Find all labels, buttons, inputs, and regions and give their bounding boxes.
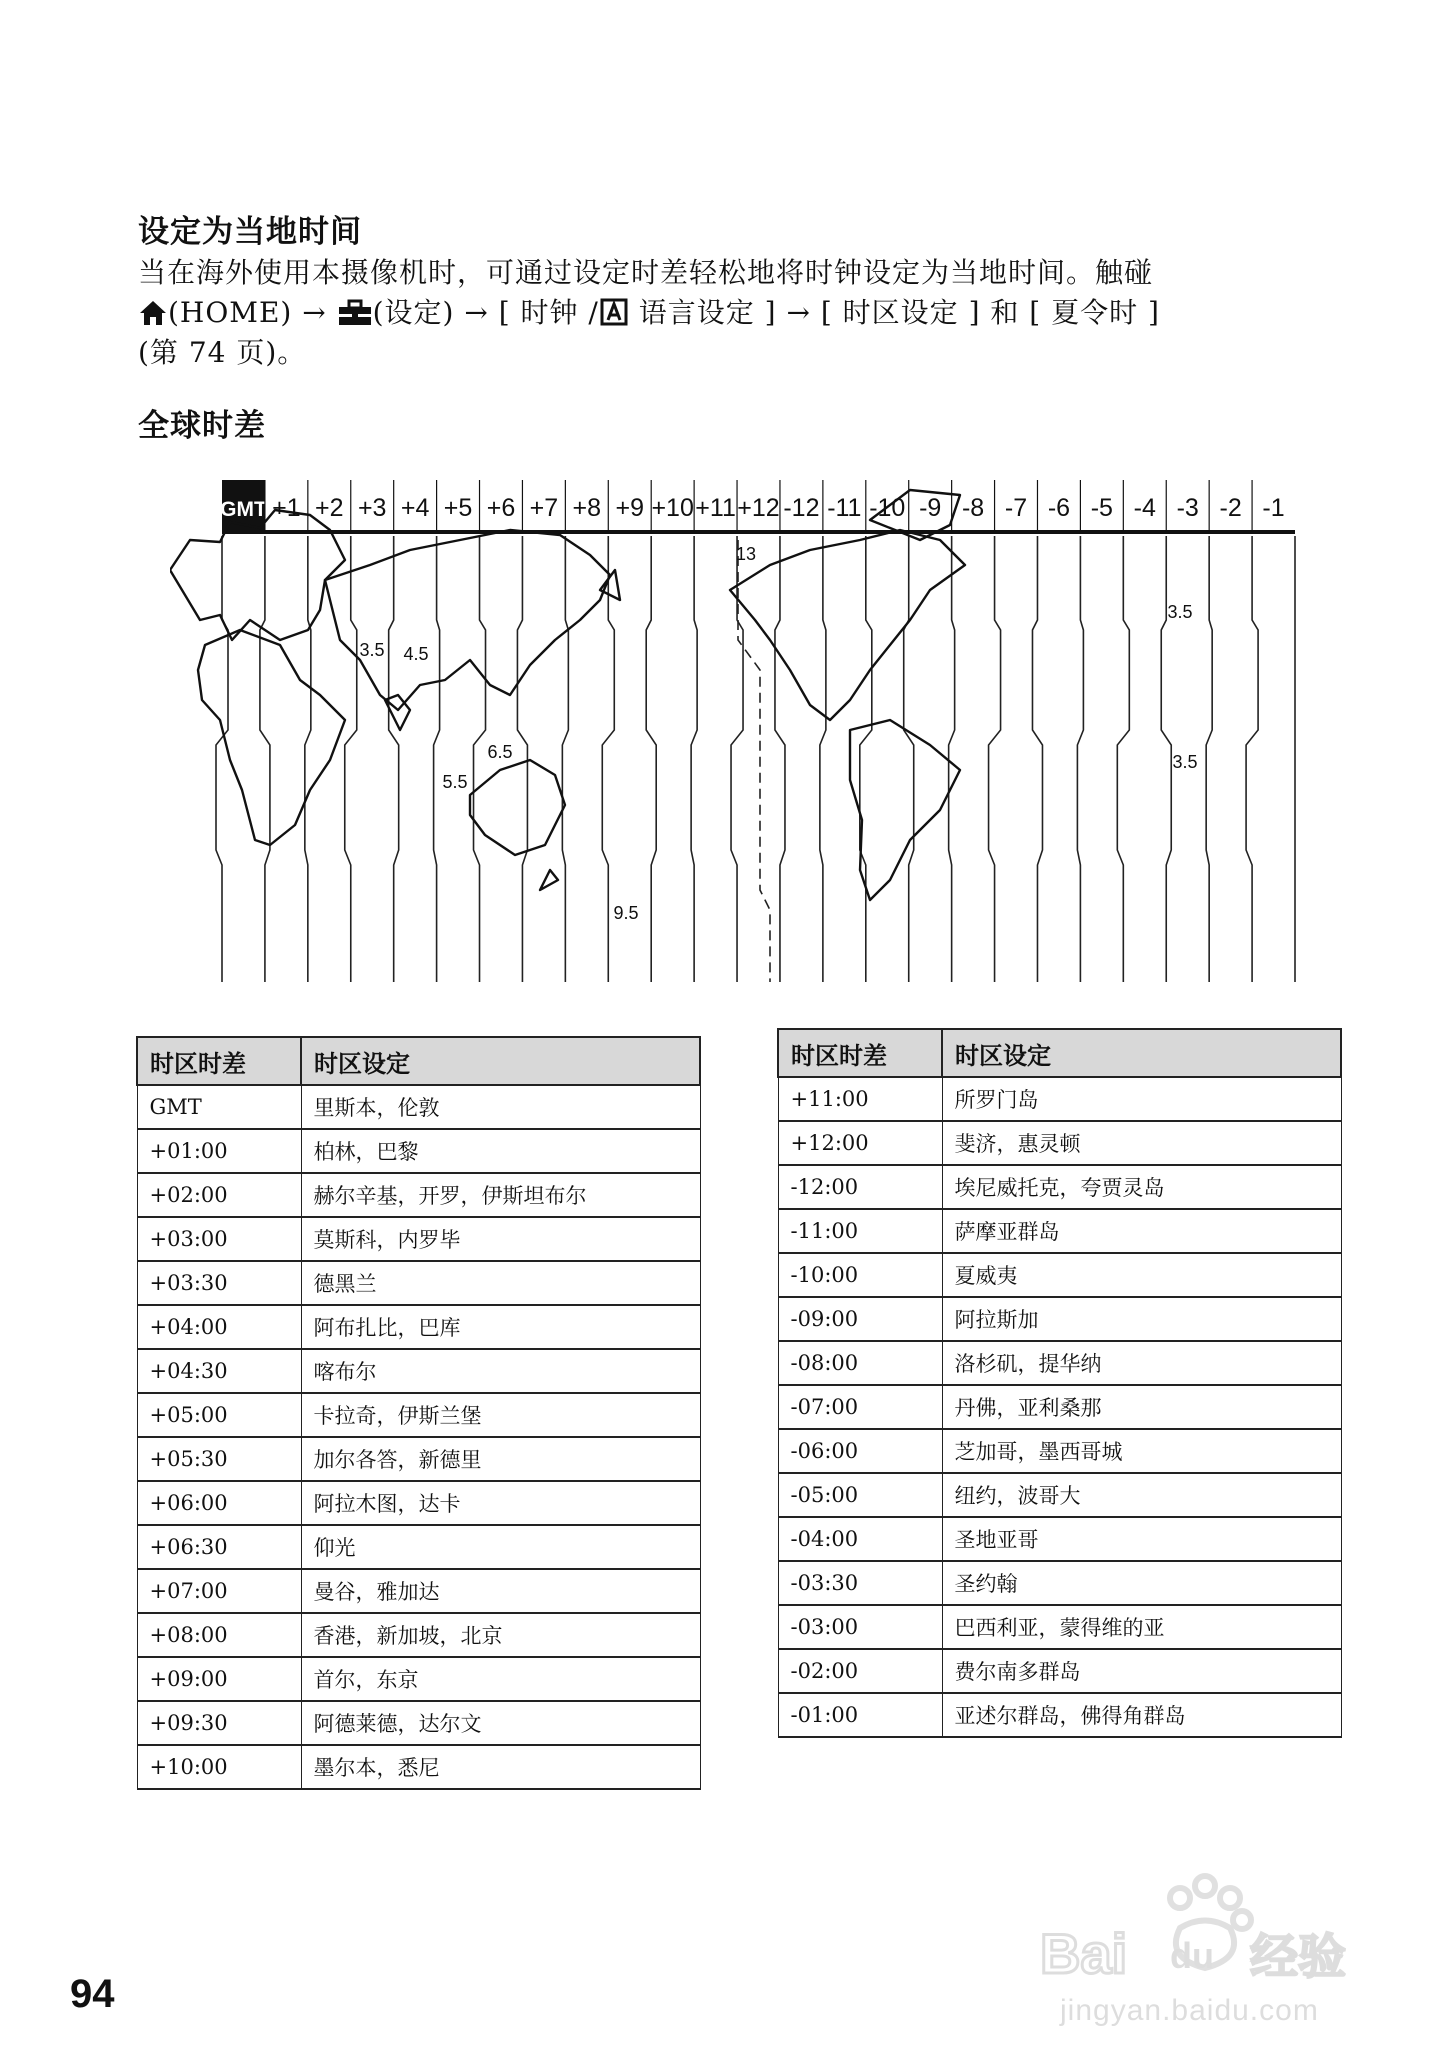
table-row — [137, 1129, 700, 1173]
zone-label: -9 — [919, 494, 942, 522]
zone-label: +10 — [651, 494, 694, 522]
zone-offset-annotation: 3.5 — [1167, 602, 1193, 622]
zone-boundary-line — [949, 536, 955, 982]
zone-boundary-line — [646, 536, 656, 982]
time-difference-cell: -11:00 — [778, 1209, 942, 1253]
table-row — [137, 1085, 700, 1129]
zone-boundary-line — [562, 536, 568, 982]
table-row — [137, 1261, 700, 1305]
time-difference-cell: -05:00 — [778, 1473, 942, 1517]
table-row — [137, 1217, 700, 1261]
svg-text:du: du — [1170, 1935, 1214, 1976]
time-zone-cities-cell: 莫斯科，内罗毕 — [301, 1217, 700, 1261]
time-difference-cell: -04:00 — [778, 1517, 942, 1561]
zone-boundary-line — [260, 536, 270, 982]
zone-boundary-line — [820, 536, 826, 982]
time-zone-cities-cell: 首尔，东京 — [301, 1657, 700, 1701]
intro-text-2: (HOME) → — [168, 296, 337, 329]
intro-text-1: 当在海外使用本摄像机时，可通过设定时差轻松地将时钟设定为当地时间。触碰 — [138, 256, 1154, 289]
time-difference-cell: -12:00 — [778, 1165, 942, 1209]
zone-label: +3 — [357, 494, 387, 522]
table-row — [778, 1649, 1341, 1693]
time-difference-cell: -02:00 — [778, 1649, 942, 1693]
zone-label: -8 — [961, 494, 985, 522]
intro-line-1 — [138, 253, 1348, 293]
time-difference-cell: -01:00 — [778, 1693, 942, 1737]
header-time-zone-setting: 时区设定 — [301, 1037, 700, 1085]
table-row — [137, 1701, 700, 1745]
time-zone-cities-cell: 阿德莱德，达尔文 — [301, 1701, 700, 1745]
section-title-world-time-difference: 全球时差 — [138, 408, 266, 444]
zone-boundary-lines — [216, 536, 1295, 982]
time-difference-cell: -10:00 — [778, 1253, 942, 1297]
svg-text:经验: 经验 — [1250, 1929, 1347, 1985]
header-time-difference: 时区时差 — [778, 1029, 942, 1077]
table-row — [137, 1569, 700, 1613]
time-difference-cell: +08:00 — [137, 1613, 301, 1657]
language-icon — [599, 297, 629, 338]
time-zone-cities-cell: 曼谷，雅加达 — [301, 1569, 700, 1613]
table-row — [137, 1613, 700, 1657]
zone-boundary-line — [389, 536, 399, 982]
time-zone-cities-cell: 费尔南多群岛 — [942, 1649, 1341, 1693]
zone-label: +2 — [315, 494, 344, 522]
zone-offset-annotation: 6.5 — [487, 742, 513, 762]
asia-outline — [325, 530, 610, 710]
time-zone-cities-cell: 埃尼威托克，夸贾灵岛 — [942, 1165, 1341, 1209]
table-row — [778, 1693, 1341, 1737]
table-header-row — [778, 1029, 1341, 1077]
time-difference-cell: +10:00 — [137, 1745, 301, 1789]
time-difference-cell: -08:00 — [778, 1341, 942, 1385]
table-row — [137, 1349, 700, 1393]
zone-boundary-line — [305, 536, 311, 982]
zone-boundary-line — [1032, 536, 1042, 982]
table-row — [137, 1657, 700, 1701]
zone-label: +1 — [272, 494, 301, 522]
zone-label: -3 — [1176, 494, 1199, 522]
time-difference-cell: +06:00 — [137, 1481, 301, 1525]
time-zone-table-right — [777, 1028, 1342, 1738]
north-america-outline — [730, 530, 965, 720]
table-row — [778, 1517, 1341, 1561]
time-zone-cities-cell: 阿拉木图，达卡 — [301, 1481, 700, 1525]
time-difference-cell: +04:00 — [137, 1305, 301, 1349]
zone-boundary-line — [517, 536, 527, 982]
table-row — [137, 1305, 700, 1349]
zone-boundary-line — [474, 536, 486, 982]
time-zone-cities-cell: 德黑兰 — [301, 1261, 700, 1305]
home-icon — [138, 298, 168, 338]
zone-label: -5 — [1090, 494, 1113, 522]
zone-label: +4 — [400, 494, 430, 522]
table-row — [137, 1481, 700, 1525]
zone-offset-annotation: 3.5 — [359, 640, 385, 660]
table-row — [778, 1473, 1341, 1517]
zone-boundary-line — [1246, 536, 1258, 982]
zone-boundary-line — [1117, 536, 1129, 982]
zone-label: +11 — [695, 494, 736, 522]
time-zone-cities-cell: 丹佛，亚利桑那 — [942, 1385, 1341, 1429]
table-row — [778, 1077, 1341, 1121]
time-difference-cell: -07:00 — [778, 1385, 942, 1429]
watermark-url: jingyan.baidu.com — [1060, 1994, 1319, 2027]
time-zone-cities-cell: 加尔各答，新德里 — [301, 1437, 700, 1481]
page-number: 94 — [70, 1972, 115, 2016]
zone-boundary-line — [1206, 536, 1212, 982]
time-zone-cities-cell: 亚述尔群岛，佛得角群岛 — [942, 1693, 1341, 1737]
zone-label: -2 — [1219, 494, 1242, 522]
section-title-local-time: 设定为当地时间 — [138, 214, 362, 250]
zone-label: -6 — [1047, 494, 1071, 522]
time-difference-cell: GMT — [137, 1085, 301, 1129]
zone-boundary-line — [904, 536, 914, 982]
australia-outline — [470, 760, 565, 855]
time-zone-cities-cell: 喀布尔 — [301, 1349, 700, 1393]
zone-label: +8 — [572, 494, 602, 522]
zone-boundary-line — [216, 536, 228, 982]
zone-label: -7 — [1004, 494, 1028, 522]
time-difference-cell: +09:30 — [137, 1701, 301, 1745]
zone-label: -1 — [1262, 494, 1285, 522]
zone-label: +5 — [443, 494, 473, 522]
zone-offset-annotation: 3.5 — [1172, 752, 1198, 772]
table-row — [778, 1209, 1341, 1253]
world-continents — [170, 490, 965, 900]
time-difference-cell: +07:00 — [137, 1569, 301, 1613]
time-zone-cities-cell: 圣约翰 — [942, 1561, 1341, 1605]
time-difference-cell: +06:30 — [137, 1525, 301, 1569]
baidu-watermark — [1030, 1868, 1375, 2038]
svg-text:Bai: Bai — [1040, 1922, 1128, 1985]
time-difference-cell: +05:00 — [137, 1393, 301, 1437]
zone-label: +9 — [615, 494, 644, 522]
zone-boundary-line — [989, 536, 1001, 982]
table-row — [778, 1165, 1341, 1209]
toolbox-icon — [337, 298, 373, 338]
time-difference-cell: +11:00 — [778, 1077, 942, 1121]
intro-text-3: (设定) → [ 时钟 / — [372, 296, 599, 329]
zone-label: -11 — [827, 494, 862, 522]
zone-boundary-line — [860, 536, 872, 982]
table-header-row — [137, 1037, 700, 1085]
table-row — [778, 1253, 1341, 1297]
zone-label: +7 — [529, 494, 559, 522]
time-zone-cities-cell: 赫尔辛基，开罗，伊斯坦布尔 — [301, 1173, 700, 1217]
time-zone-cities-cell: 所罗门岛 — [942, 1077, 1341, 1121]
time-zone-cities-cell: 纽约，波哥大 — [942, 1473, 1341, 1517]
time-zone-cities-cell: 香港，新加坡，北京 — [301, 1613, 700, 1657]
time-difference-cell: +02:00 — [137, 1173, 301, 1217]
time-difference-cell: -03:00 — [778, 1605, 942, 1649]
intro-text-4: 语言设定 ] → [ 时区设定 ] 和 [ 夏令时 ] — [628, 296, 1160, 329]
time-zone-cities-cell: 墨尔本，悉尼 — [301, 1745, 700, 1789]
zone-label: +6 — [486, 494, 516, 522]
time-zone-cities-cell: 阿拉斯加 — [942, 1297, 1341, 1341]
table-row — [778, 1429, 1341, 1473]
africa-outline — [198, 630, 345, 845]
time-zone-cities-cell: 圣地亚哥 — [942, 1517, 1341, 1561]
time-zone-cities-cell: 巴西利亚，蒙得维的亚 — [942, 1605, 1341, 1649]
time-zone-cities-cell: 柏林，巴黎 — [301, 1129, 700, 1173]
time-difference-cell: +01:00 — [137, 1129, 301, 1173]
world-time-zone-map — [170, 470, 1300, 990]
table-row — [778, 1561, 1341, 1605]
intro-text-5: (第 74 页)。 — [138, 336, 307, 369]
time-difference-cell: -09:00 — [778, 1297, 942, 1341]
time-zone-cities-cell: 芝加哥，墨西哥城 — [942, 1429, 1341, 1473]
zone-label: +12 — [737, 494, 780, 522]
table-row — [778, 1121, 1341, 1165]
zone-boundary-line — [775, 536, 785, 982]
header-time-difference: 时区时差 — [137, 1037, 301, 1085]
time-zone-cities-cell: 斐济，惠灵顿 — [942, 1121, 1341, 1165]
zone-boundary-line — [691, 536, 697, 982]
time-zone-cities-cell: 里斯本，伦敦 — [301, 1085, 700, 1129]
time-zone-cities-cell: 仰光 — [301, 1525, 700, 1569]
table-row — [778, 1385, 1341, 1429]
table-row — [778, 1297, 1341, 1341]
header-time-zone-setting: 时区设定 — [942, 1029, 1341, 1077]
time-difference-cell: +03:00 — [137, 1217, 301, 1261]
time-difference-cell: +09:00 — [137, 1657, 301, 1701]
intro-line-2 — [138, 293, 1348, 333]
intro-line-3 — [138, 333, 1348, 373]
zone-boundary-line — [602, 536, 614, 982]
zone-header — [220, 480, 1295, 532]
time-difference-cell: +05:30 — [137, 1437, 301, 1481]
zone-offset-annotation: 4.5 — [403, 644, 429, 664]
table-row — [137, 1525, 700, 1569]
zone-label: -4 — [1133, 494, 1156, 522]
time-zone-cities-cell: 阿布扎比，巴库 — [301, 1305, 700, 1349]
zone-label: -10 — [869, 494, 906, 522]
time-zone-cities-cell: 洛杉矶，提华纳 — [942, 1341, 1341, 1385]
time-zone-cities-cell: 萨摩亚群岛 — [942, 1209, 1341, 1253]
baidu-jingyan-logo — [1030, 1868, 1375, 1998]
zone-label: GMT — [220, 498, 267, 521]
time-difference-cell: -03:30 — [778, 1561, 942, 1605]
table-row — [137, 1393, 700, 1437]
table-row — [137, 1745, 700, 1789]
zone-offset-annotation: 13 — [735, 544, 757, 564]
table-row — [778, 1605, 1341, 1649]
time-difference-cell: -06:00 — [778, 1429, 942, 1473]
time-zone-table-left — [136, 1036, 701, 1790]
intro-paragraph — [138, 253, 1348, 373]
table-row — [137, 1437, 700, 1481]
zone-offset-annotation: 9.5 — [613, 903, 639, 923]
time-zone-cities-cell: 夏威夷 — [942, 1253, 1341, 1297]
table-row — [137, 1173, 700, 1217]
time-difference-cell: +12:00 — [778, 1121, 942, 1165]
time-difference-cell: +03:30 — [137, 1261, 301, 1305]
zone-boundary-line — [434, 536, 440, 982]
zone-boundary-line — [1077, 536, 1083, 982]
time-difference-cell: +04:30 — [137, 1349, 301, 1393]
zone-boundary-line — [345, 536, 357, 982]
table-row — [778, 1341, 1341, 1385]
time-zone-cities-cell: 卡拉奇，伊斯兰堡 — [301, 1393, 700, 1437]
zone-label: -12 — [783, 494, 820, 522]
zone-offset-annotation: 5.5 — [442, 772, 468, 792]
zone-annotations — [359, 544, 1197, 923]
